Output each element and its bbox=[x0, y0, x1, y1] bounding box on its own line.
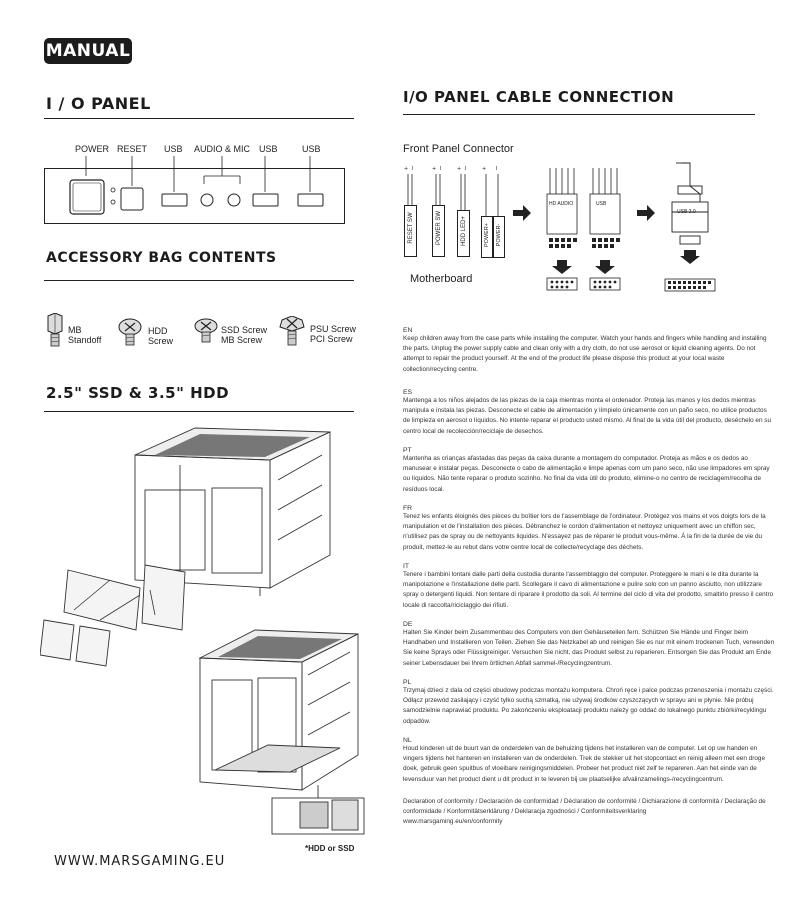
front-panel-label: Front Panel Connector bbox=[403, 143, 514, 155]
svg-text:+: + bbox=[404, 166, 409, 172]
connector-power-plus: POWER+ bbox=[481, 216, 493, 258]
io-label-reset: RESET bbox=[117, 144, 148, 154]
divider bbox=[403, 114, 755, 115]
drive-installation-diagram bbox=[40, 420, 370, 840]
io-label-usb: USB bbox=[302, 144, 321, 154]
ssd-screw-icon bbox=[194, 318, 220, 348]
motherboard-label: Motherboard bbox=[410, 273, 473, 285]
svg-text:+: + bbox=[482, 166, 487, 172]
safety-en: EN Keep children away from the case parts while installing the computer. Watch your hands and fingers while handling and installing the parts. Unplug the power supply cable and clean only with a dry cloth, do not use aerosol or liquid cleaning agents. Do not attempt to repair the product yourself. At the end of the product life please dispose this product at your local waste collection/recycling centre. bbox=[403, 327, 767, 373]
io-label-usb: USB bbox=[164, 144, 183, 154]
safety-pl: PL Trzymaj dzieci z dala od części obudowy podczas montażu komputera. Chroń ręce i palce podczas przenoszenia i montażu części. Odłącz przewód zasilający i czyść tylko suchą szmatką, nie używaj środków czyszczących w sprayu ani w płynie. Nie próbuj samodzielnie naprawiać produktu. Po zakończeniu eksploatacji produktu należy go oddać do lokalnego punktu zbiórki/recyklingu odpadów. bbox=[403, 679, 774, 725]
safety-de: DE Halten Sie Kinder beim Zusammenbau des Computers von den Gehäuseteilen fern. Schützen Sie Hände und Finger beim Handhaben und Installieren von Teilen. Ziehen Sie das Netzkabel ab und reinigen Sie es nur mit einem trockenen Tuch, verwenden Sie keine Sprays oder Flüssigreiniger. Versuchen Sie nicht, das Produkt selbst zu reparieren. Entsorgen Sie das Produkt am Ende seiner Lebensdauer bei Ihrem örtlichen Abfall sammel-/Recyclingzentrum. bbox=[403, 621, 775, 667]
io-label-audio-mic: AUDIO & MIC bbox=[194, 144, 251, 154]
svg-text:+: + bbox=[457, 166, 462, 172]
hdd-screw-icon bbox=[118, 318, 144, 348]
io-label-usb: USB bbox=[259, 144, 278, 154]
connector-power-sw: POWER SW bbox=[432, 205, 445, 257]
psu-screw-icon bbox=[278, 316, 306, 350]
accessory-label: SSD Screw MB Screw bbox=[221, 325, 268, 345]
tray-label: *HDD or SSD bbox=[305, 844, 355, 853]
io-panel-diagram bbox=[44, 156, 346, 230]
conformity-block: Declaration of conformity / Declaración de conformidad / Déclaration de conformité / Dichiarazione di conformità / Declaração de conformidade / Konformitätserklärung / Deklaracja zgodności / Conformiteitsverklaring www.marsgaming.eu/en/conformity bbox=[403, 797, 775, 828]
accessory-label: MB Standoff bbox=[68, 325, 102, 345]
divider bbox=[44, 118, 354, 119]
manual-badge: MANUAL bbox=[44, 38, 132, 64]
safety-es: ES Mantenga a los niños alejados de las piezas de la caja mientras monta el ordenador. Proteja las manos y los dedos mientras manipula e instala las piezas. Desconecte el cable de alimentación y límpielo únicamente con un paño seco, no utilice productos de limpieza en aerosol o líquidos. No intente reparar el producto usted mismo. Al final de la vida útil del producto, deséchelo en su centro local de recolección/reciclaje de desechos. bbox=[403, 389, 772, 435]
safety-it: IT Tenere i bambini lontani dalle parti della custodia durante l'assemblaggio del computer. Proteggere le mani e le dita durante la manipolazione e l'installazione delle parti. Scollegare il cavo di alimentazione e pulire solo con un panno asciutto, non utilizzare spray o detergenti liquidi. Non tentare di riparare il prodotto da soli. Al termine del ciclo di vita del prodotto, smaltirlo presso il centro locale di raccolta/riciclaggio dei rifiuti. bbox=[403, 563, 774, 609]
conformity-link[interactable]: www.marsgaming.eu/en/conformity bbox=[403, 818, 503, 826]
io-label-power: POWER bbox=[75, 144, 110, 154]
hd-audio-label: HD AUDIO bbox=[549, 201, 574, 207]
connector-hdd-led: HDD LED+ bbox=[457, 210, 470, 257]
divider bbox=[44, 411, 354, 412]
standoff-icon bbox=[44, 313, 66, 349]
drives-title: 2.5" SSD & 3.5" HDD bbox=[46, 384, 230, 402]
footer-url: WWW.MARSGAMING.EU bbox=[54, 854, 226, 869]
usb-header-label: USB bbox=[596, 201, 607, 207]
svg-text:I: I bbox=[412, 166, 414, 172]
svg-text:+: + bbox=[432, 166, 437, 172]
accessory-label: PSU Screw PCI Screw bbox=[310, 324, 357, 344]
safety-pt: PT Mantenha as crianças afastadas das peças da caixa durante a montagem do computador. Proteja as mãos e os dedos ao manusear e instalar peças. Desconecte o cabo de alimentação e limpe apenas com um pano seco, não use limpadores em spray ou líquidos. Não tente reparar o produto sozinho. No final da vida útil do produto, elimine-o no centro de reciclagem/recolha de resíduos local. bbox=[403, 447, 770, 493]
power-button-shape bbox=[70, 180, 104, 214]
io-panel-title: I / O PANEL bbox=[46, 94, 151, 113]
safety-nl: NL Houd kinderen uit de buurt van de onderdelen van de behuizing tijdens het installeren van de computer. Let op uw handen en vingers tijdens het hanteren en installeren van de onderdelen. Trek de stekker uit het stopcontact en reinig alleen met een droge doek, gebruik geen spuitbus of vloeibare reinigingsmiddelen. Probeer het product niet zelf te repareren. Aan het einde van de levensduur van het product dient u dit product in te leveren bij uw plaatselijke afvalinzamelings-/recyclingcentrum. bbox=[403, 737, 766, 783]
usb3-header-label: USB 3.0 bbox=[677, 209, 696, 215]
cable-connection-title: I/O PANEL CABLE CONNECTION bbox=[403, 88, 675, 106]
safety-fr: FR Tenez les enfants éloignés des pièces du boîtier lors de l'assemblage de l'ordinateur. Protégez vos mains et vos doigts lors de la manipulation et de l'installation des pièces. Débranchez le cordon d'alimentation et nettoyez uniquement avec un chiffon sec, n'utilisez pas de spray ou de nettoyants liquides. N'essayez pas de réparer le produit vous-même. À la fin de la durée de vie du produit, mettez-le au rebut dans votre centre local de collecte/recyclage des déchets. bbox=[403, 505, 766, 551]
divider bbox=[44, 280, 354, 281]
svg-text:I: I bbox=[496, 166, 498, 172]
connector-reset-sw: RESET SW bbox=[404, 205, 417, 257]
svg-text:I: I bbox=[465, 166, 467, 172]
accessory-label: HDD Screw bbox=[148, 326, 174, 346]
connector-power-minus: POWER- bbox=[493, 216, 505, 258]
svg-text:I: I bbox=[440, 166, 442, 172]
accessory-title: ACCESSORY BAG CONTENTS bbox=[46, 250, 277, 266]
